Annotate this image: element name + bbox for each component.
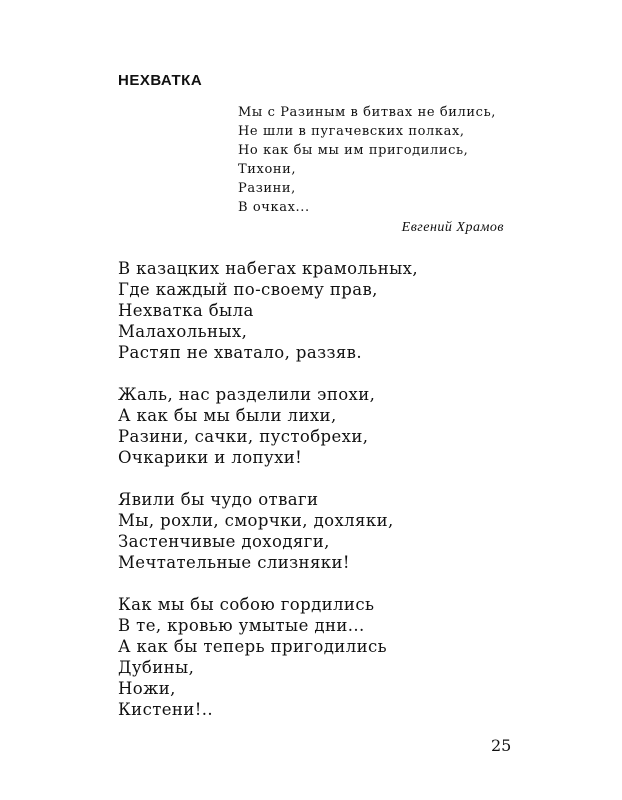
epigraph-line: Разини,: [238, 181, 296, 196]
poem-line: Мы, рохли, сморчки, дохляки,: [118, 511, 394, 530]
poem-body: [118, 258, 418, 741]
epigraph: [238, 103, 496, 217]
poem-line: В те, кровью умытые дни...: [118, 616, 365, 635]
epigraph-author: Евгений Храмов: [401, 220, 504, 235]
poem-line: Явили бы чудо отваги: [118, 490, 319, 509]
poem-line: Разини, сачки, пустобрехи,: [118, 427, 369, 446]
poem-line: Застенчивые доходяги,: [118, 532, 330, 551]
poem-line: А как бы теперь пригодились: [118, 637, 387, 656]
stanza: [118, 384, 418, 468]
stanza: [118, 489, 418, 573]
epigraph-line: В очках...: [238, 200, 310, 215]
poem-line: Ножи,: [118, 679, 176, 698]
epigraph-line: Но как бы мы им пригодились,: [238, 143, 469, 158]
page-number: 25: [491, 736, 512, 755]
poem-line: Мечтательные слизняки!: [118, 553, 350, 572]
poem-line: В казацких набегах крамольных,: [118, 259, 419, 278]
poem-line: Как мы бы собою гордились: [118, 595, 375, 614]
poem-title: НЕХВАТКА: [118, 72, 203, 89]
poem-line: Дубины,: [118, 658, 195, 677]
poem-line: Малахольных,: [118, 322, 248, 341]
epigraph-line: Тихони,: [238, 162, 297, 177]
epigraph-line: Мы с Разиным в битвах не бились,: [238, 105, 496, 120]
poem-line: Очкарики и лопухи!: [118, 448, 303, 467]
stanza: [118, 594, 418, 720]
poem-line: А как бы мы были лихи,: [118, 406, 337, 425]
poem-line: Где каждый по-своему прав,: [118, 280, 378, 299]
poem-line: Жаль, нас разделили эпохи,: [118, 385, 376, 404]
poem-line: Растяп не хватало, раззяв.: [118, 343, 363, 362]
stanza: [118, 258, 418, 363]
poem-line: Кистени!..: [118, 700, 214, 719]
epigraph-line: Не шли в пугачевских полках,: [238, 124, 465, 139]
poem-line: Нехватка была: [118, 301, 254, 320]
